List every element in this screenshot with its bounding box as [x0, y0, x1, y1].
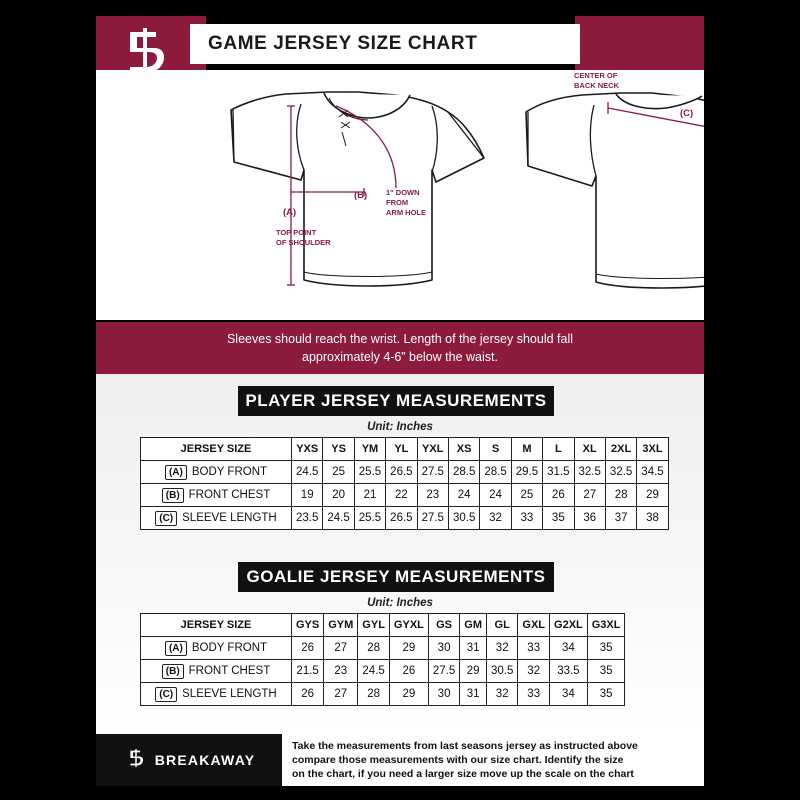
goalie-r1-c4: 27.5 [428, 660, 459, 683]
goalie-size-gym: GYM [324, 614, 358, 637]
player-r1-c8: 26 [543, 484, 574, 507]
footer-text-line3: on the chart, if you need a larger size move up the scale on the chart [292, 768, 634, 780]
player-r2-c11: 38 [637, 507, 668, 530]
tag-b: (B) [162, 664, 184, 679]
player-size-l: L [543, 438, 574, 461]
goalie-r1-c7: 32 [518, 660, 550, 683]
goalie-size-gxl: GXL [518, 614, 550, 637]
table-row [141, 683, 625, 706]
goalie-r2-c4: 30 [428, 683, 459, 706]
goalie-r0-c8: 34 [550, 637, 588, 660]
svg-text:ARM HOLE: ARM HOLE [386, 208, 426, 217]
tag-c: (C) [155, 511, 177, 526]
goalie-row-2-label: SLEEVE LENGTH [182, 687, 277, 700]
player-r1-c4: 23 [417, 484, 448, 507]
player-r0-c10: 32.5 [605, 461, 636, 484]
goalie-r1-c6: 30.5 [487, 660, 518, 683]
player-r2-c2: 25.5 [354, 507, 385, 530]
player-row-0-label: BODY FRONT [191, 465, 268, 478]
breakaway-b-logo-icon [110, 28, 180, 76]
player-r0-c11: 34.5 [637, 461, 668, 484]
goalie-size-gs: GS [428, 614, 459, 637]
player-row-sleeve-length-label [141, 507, 292, 530]
goalie-r2-c9: 35 [587, 683, 625, 706]
player-row-body-front-label [141, 461, 292, 484]
svg-text:FROM: FROM [386, 198, 409, 207]
table-header-row [141, 614, 625, 637]
table-header-row [141, 438, 669, 461]
player-size-m: M [511, 438, 542, 461]
player-size-yl: YL [386, 438, 417, 461]
goalie-size-gl: GL [487, 614, 518, 637]
footer-text-line2: compare those measurements with our size chart. Identify the size [292, 754, 624, 766]
goalie-size-g2xl: G2XL [550, 614, 588, 637]
goalie-row-body-front-label [141, 637, 292, 660]
player-r2-c4: 27.5 [417, 507, 448, 530]
goalie-r2-c6: 32 [487, 683, 518, 706]
goalie-r0-c5: 31 [460, 637, 487, 660]
jersey-illustration-panel [96, 70, 704, 320]
player-r1-c0: 19 [292, 484, 323, 507]
table-row [141, 484, 669, 507]
goalie-row-1-label: FRONT CHEST [188, 664, 271, 677]
goalie-size-gyl: GYL [358, 614, 390, 637]
fit-note-line1: Sleeves should reach the wrist. Length of the jersey should fall [226, 332, 574, 346]
player-size-ys: YS [323, 438, 354, 461]
header-accent-right [575, 16, 704, 70]
goalie-r0-c3: 29 [389, 637, 428, 660]
player-r1-c11: 29 [637, 484, 668, 507]
table-row [141, 461, 669, 484]
goalie-r0-c2: 28 [358, 637, 390, 660]
front-jersey-drawing [231, 92, 484, 286]
player-r2-c8: 35 [543, 507, 574, 530]
svg-text:TOP POINT: TOP POINT [276, 228, 317, 237]
tag-a: (A) [165, 641, 187, 656]
goalie-row-0-label: BODY FRONT [191, 641, 268, 654]
goalie-r0-c7: 33 [518, 637, 550, 660]
player-r0-c3: 26.5 [386, 461, 417, 484]
goalie-unit-label: Unit: Inches [367, 597, 433, 609]
goalie-r0-c6: 32 [487, 637, 518, 660]
footer [96, 734, 704, 786]
svg-text:OF SHOULDER: OF SHOULDER [276, 238, 331, 247]
player-r2-c1: 24.5 [323, 507, 354, 530]
goalie-r2-c2: 28 [358, 683, 390, 706]
goalie-r1-c5: 29 [460, 660, 487, 683]
goalie-corner-label: JERSEY SIZE [141, 614, 292, 637]
svg-text:BACK NECK: BACK NECK [574, 81, 619, 90]
player-size-ym: YM [354, 438, 385, 461]
player-r2-c9: 36 [574, 507, 605, 530]
svg-text:1" DOWN: 1" DOWN [386, 188, 420, 197]
goalie-r2-c5: 31 [460, 683, 487, 706]
goalie-r0-c0: 26 [292, 637, 324, 660]
player-r1-c10: 28 [605, 484, 636, 507]
player-unit-label: Unit: Inches [367, 421, 433, 433]
player-size-yxs: YXS [292, 438, 323, 461]
goalie-row-sleeve-length-label [141, 683, 292, 706]
back-label-c: (C) [680, 108, 694, 119]
front-label-a: (A) [283, 207, 297, 218]
player-r1-c1: 20 [323, 484, 354, 507]
table-row [141, 637, 625, 660]
page-title-text: GAME JERSEY SIZE CHART [208, 33, 478, 54]
player-r1-c9: 27 [574, 484, 605, 507]
goalie-size-gys: GYS [292, 614, 324, 637]
player-r2-c10: 37 [605, 507, 636, 530]
goalie-r2-c0: 26 [292, 683, 324, 706]
fit-note-line2: approximately 4-6” below the waist. [302, 350, 498, 364]
footer-brand-text: BREAKAWAY [154, 752, 256, 768]
player-r0-c6: 28.5 [480, 461, 511, 484]
player-section-heading: PLAYER JERSEY MEASUREMENTS [238, 386, 554, 416]
footer-brand-block [96, 734, 282, 786]
goalie-section-heading: GOALIE JERSEY MEASUREMENTS [238, 562, 554, 592]
goalie-size-g3xl: G3XL [587, 614, 625, 637]
player-r1-c5: 24 [448, 484, 479, 507]
jersey-diagram [96, 70, 704, 320]
goalie-r1-c9: 35 [587, 660, 625, 683]
goalie-r2-c8: 34 [550, 683, 588, 706]
player-r0-c2: 25.5 [354, 461, 385, 484]
fit-note-bar [96, 322, 704, 374]
player-r1-c2: 21 [354, 484, 385, 507]
player-r0-c0: 24.5 [292, 461, 323, 484]
goalie-r0-c1: 27 [324, 637, 358, 660]
player-r2-c3: 26.5 [386, 507, 417, 530]
goalie-r1-c8: 33.5 [550, 660, 588, 683]
goalie-r0-c9: 35 [587, 637, 625, 660]
player-size-yxl: YXL [417, 438, 448, 461]
player-r1-c3: 22 [386, 484, 417, 507]
player-size-2xl: 2XL [605, 438, 636, 461]
player-r0-c1: 25 [323, 461, 354, 484]
tag-b: (B) [162, 488, 184, 503]
goalie-r1-c0: 21.5 [292, 660, 324, 683]
goalie-r2-c1: 27 [324, 683, 358, 706]
player-corner-label: JERSEY SIZE [141, 438, 292, 461]
player-measurements-table [140, 437, 669, 530]
table-row [141, 507, 669, 530]
player-size-xs: XS [448, 438, 479, 461]
player-row-1-label: FRONT CHEST [188, 488, 271, 501]
player-r2-c7: 33 [511, 507, 542, 530]
tag-a: (A) [165, 465, 187, 480]
player-r2-c5: 30.5 [448, 507, 479, 530]
player-r2-c6: 32 [480, 507, 511, 530]
goalie-size-gm: GM [460, 614, 487, 637]
page-title [190, 24, 580, 64]
player-r0-c5: 28.5 [448, 461, 479, 484]
player-r0-c7: 29.5 [511, 461, 542, 484]
goalie-r2-c3: 29 [389, 683, 428, 706]
front-label-b: (B) [354, 190, 368, 201]
player-size-xl: XL [574, 438, 605, 461]
footer-text-line1: Take the measurements from last seasons jersey as instructed above [292, 740, 638, 752]
player-r0-c4: 27.5 [417, 461, 448, 484]
goalie-r1-c2: 24.5 [358, 660, 390, 683]
player-r0-c8: 31.5 [543, 461, 574, 484]
breakaway-b-logo-icon [123, 743, 149, 778]
back-jersey-drawing [526, 93, 704, 288]
tag-c: (C) [155, 687, 177, 702]
goalie-r2-c7: 33 [518, 683, 550, 706]
goalie-r1-c1: 23 [324, 660, 358, 683]
player-r1-c6: 24 [480, 484, 511, 507]
footer-instructions [282, 734, 704, 786]
player-r1-c7: 25 [511, 484, 542, 507]
goalie-row-front-chest-label [141, 660, 292, 683]
player-row-2-label: SLEEVE LENGTH [182, 511, 277, 524]
player-size-3xl: 3XL [637, 438, 668, 461]
table-row [141, 660, 625, 683]
player-row-front-chest-label [141, 484, 292, 507]
player-r2-c0: 23.5 [292, 507, 323, 530]
goalie-measurements-table [140, 613, 625, 706]
goalie-size-gyxl: GYXL [389, 614, 428, 637]
player-size-s: S [480, 438, 511, 461]
goalie-r0-c4: 30 [428, 637, 459, 660]
goalie-r1-c3: 26 [389, 660, 428, 683]
player-r0-c9: 32.5 [574, 461, 605, 484]
svg-text:CENTER OF: CENTER OF [574, 71, 618, 80]
